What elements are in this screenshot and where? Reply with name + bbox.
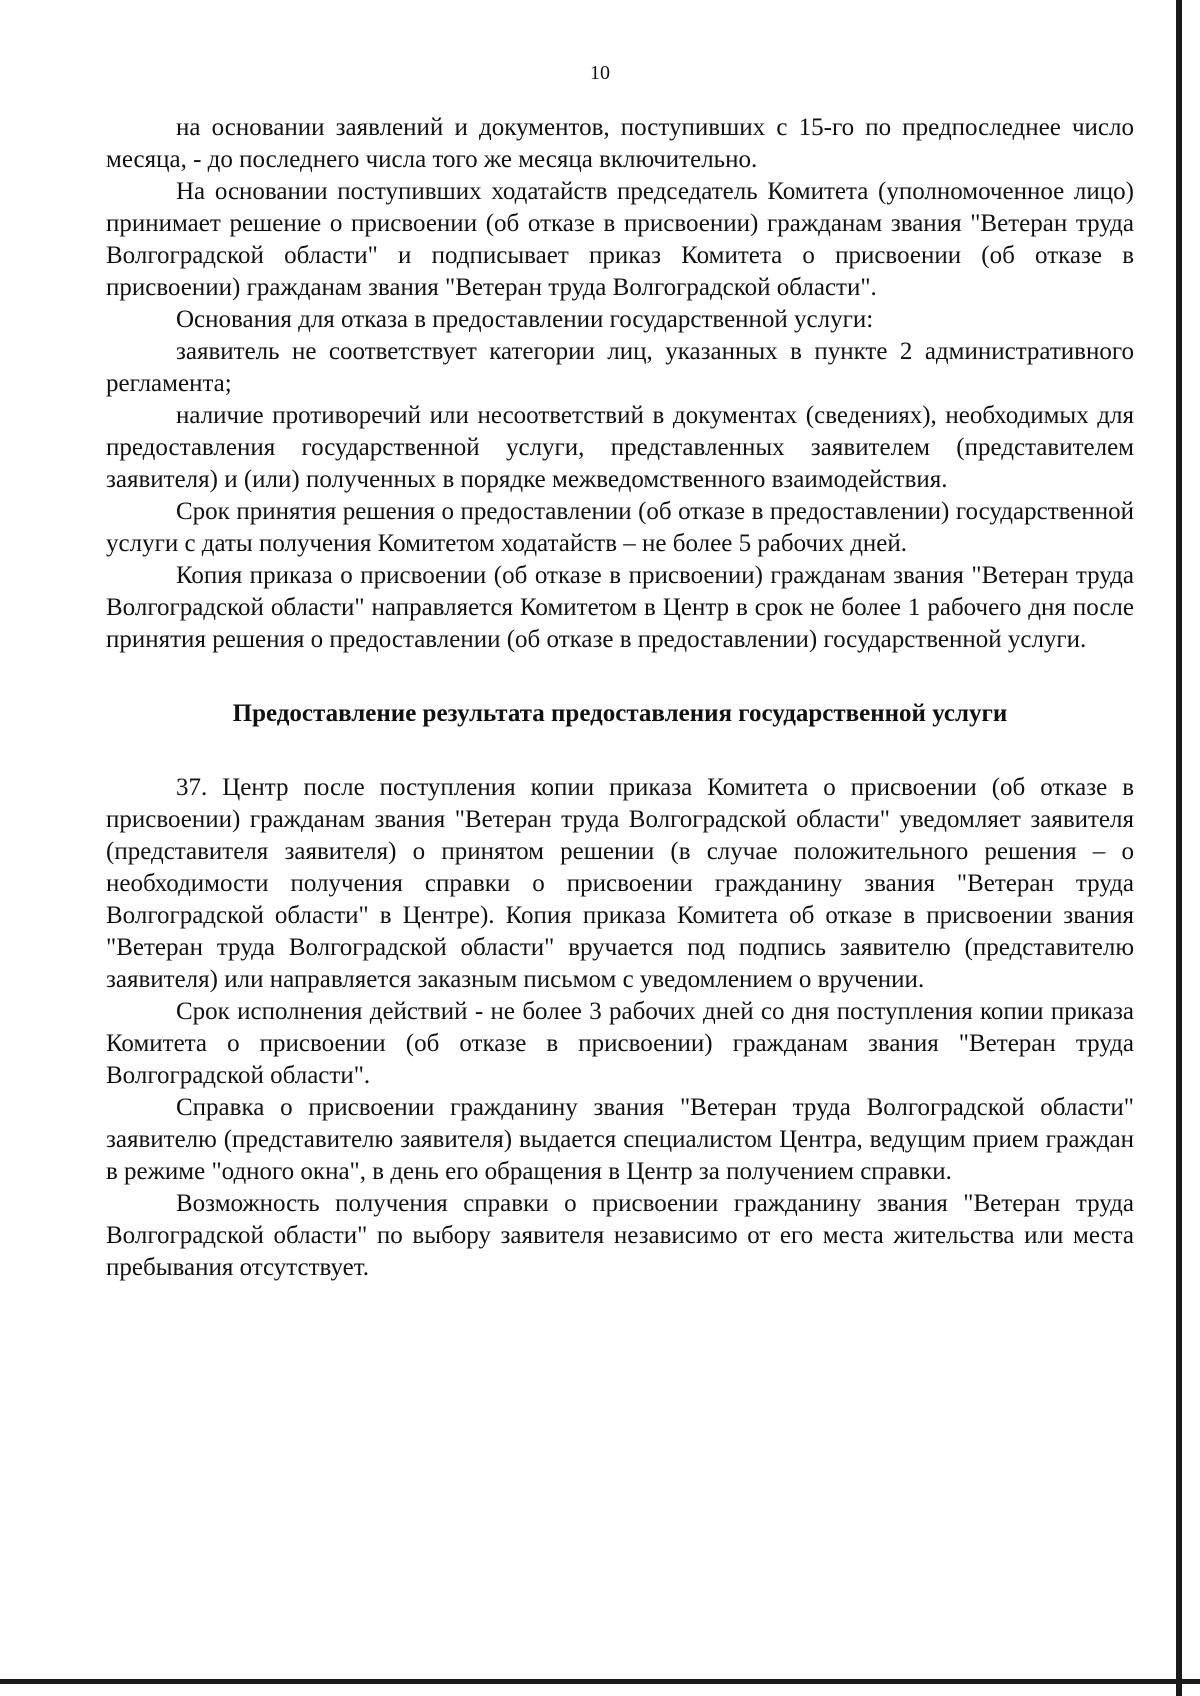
page-number: 10 <box>590 62 610 84</box>
section-heading: Предоставление результата предоставления государственной услуги <box>232 700 1008 727</box>
paragraph-certificate-issue: Справка о присвоении гражданину звания "Ветеран труда Волгоградской области" заявителю (представителю заявителя) выдается специалистом Центра, ведущим прием граждан в режиме "одного окна", в день его обращения в Центр за получением справки. <box>106 1094 1134 1185</box>
paragraph-continuation: на основании заявлений и документов, поступивших с 15-го по предпоследнее число месяца, - до последнего числа того же месяца включительно. <box>106 114 1134 173</box>
paragraph-refusal-ground-2: наличие противоречий или несоответствий в документах (сведениях), необходимых для предоставления государственной услуги, представленных заявителем (представителем заявителя) и (или) полученных в порядке межведомственного взаимодействия. <box>106 402 1134 493</box>
paragraph-refusal-ground-1: заявитель не соответствует категории лиц, указанных в пункте 2 административного регламента; <box>106 338 1134 397</box>
paragraph-extraterritorial: Возможность получения справки о присвоении гражданину звания "Ветеран труда Волгоградской области" по выбору заявителя независимо от его места жительства или места пребывания отсутствует. <box>106 1190 1134 1281</box>
scan-edge-right <box>1176 0 1182 1696</box>
paragraph-decision: На основании поступивших ходатайств председатель Комитета (уполномоченное лицо) принимает решение о присвоении (об отказе в присвоении) гражданам звания "Ветеран труда Волгоградской области" и подписывает приказ Комитета о присвоении (об отказе в присвоении) гражданам звания "Ветеран труда Волгоградской области". <box>106 178 1134 301</box>
scan-edge-bottom <box>0 1679 1200 1684</box>
paragraph-refusal-grounds: Основания для отказа в предоставлении государственной услуги: <box>176 306 874 333</box>
paragraph-37: 37. Центр после поступления копии приказа Комитета о присвоении (об отказе в присвоении) гражданам звания "Ветеран труда Волгоградской области" уведомляет заявителя (представителя заявителя) о принятом решении (в случае положительного решения – о необходимости получения справки о присвоении гражданину звания "Ветеран труда Волгоградской области" в Центре). Копия приказа Комитета об отказе в присвоении звания "Ветеран труда Волгоградской области" вручается под подпись заявителю (представителю заявителя) или направляется заказным письмом с уведомлением о вручении. <box>106 774 1134 993</box>
document-body <box>106 112 1134 1284</box>
paragraph-execution-term: Срок исполнения действий - не более 3 рабочих дней со дня поступления копии приказа Комитета о присвоении (об отказе в присвоении) гражданам звания "Ветеран труда Волгоградской области". <box>106 998 1134 1089</box>
paragraph-decision-term: Срок принятия решения о предоставлении (об отказе в предоставлении) государственной услуги с даты получения Комитетом ходатайств – не более 5 рабочих дней. <box>106 498 1134 557</box>
paragraph-order-copy: Копия приказа о присвоении (об отказе в присвоении) гражданам звания "Ветеран труда Волгоградской области" направляется Комитетом в Центр в срок не более 1 рабочего дня после принятия решения о предоставлении (об отказе в предоставлении) государственной услуги. <box>106 562 1134 653</box>
